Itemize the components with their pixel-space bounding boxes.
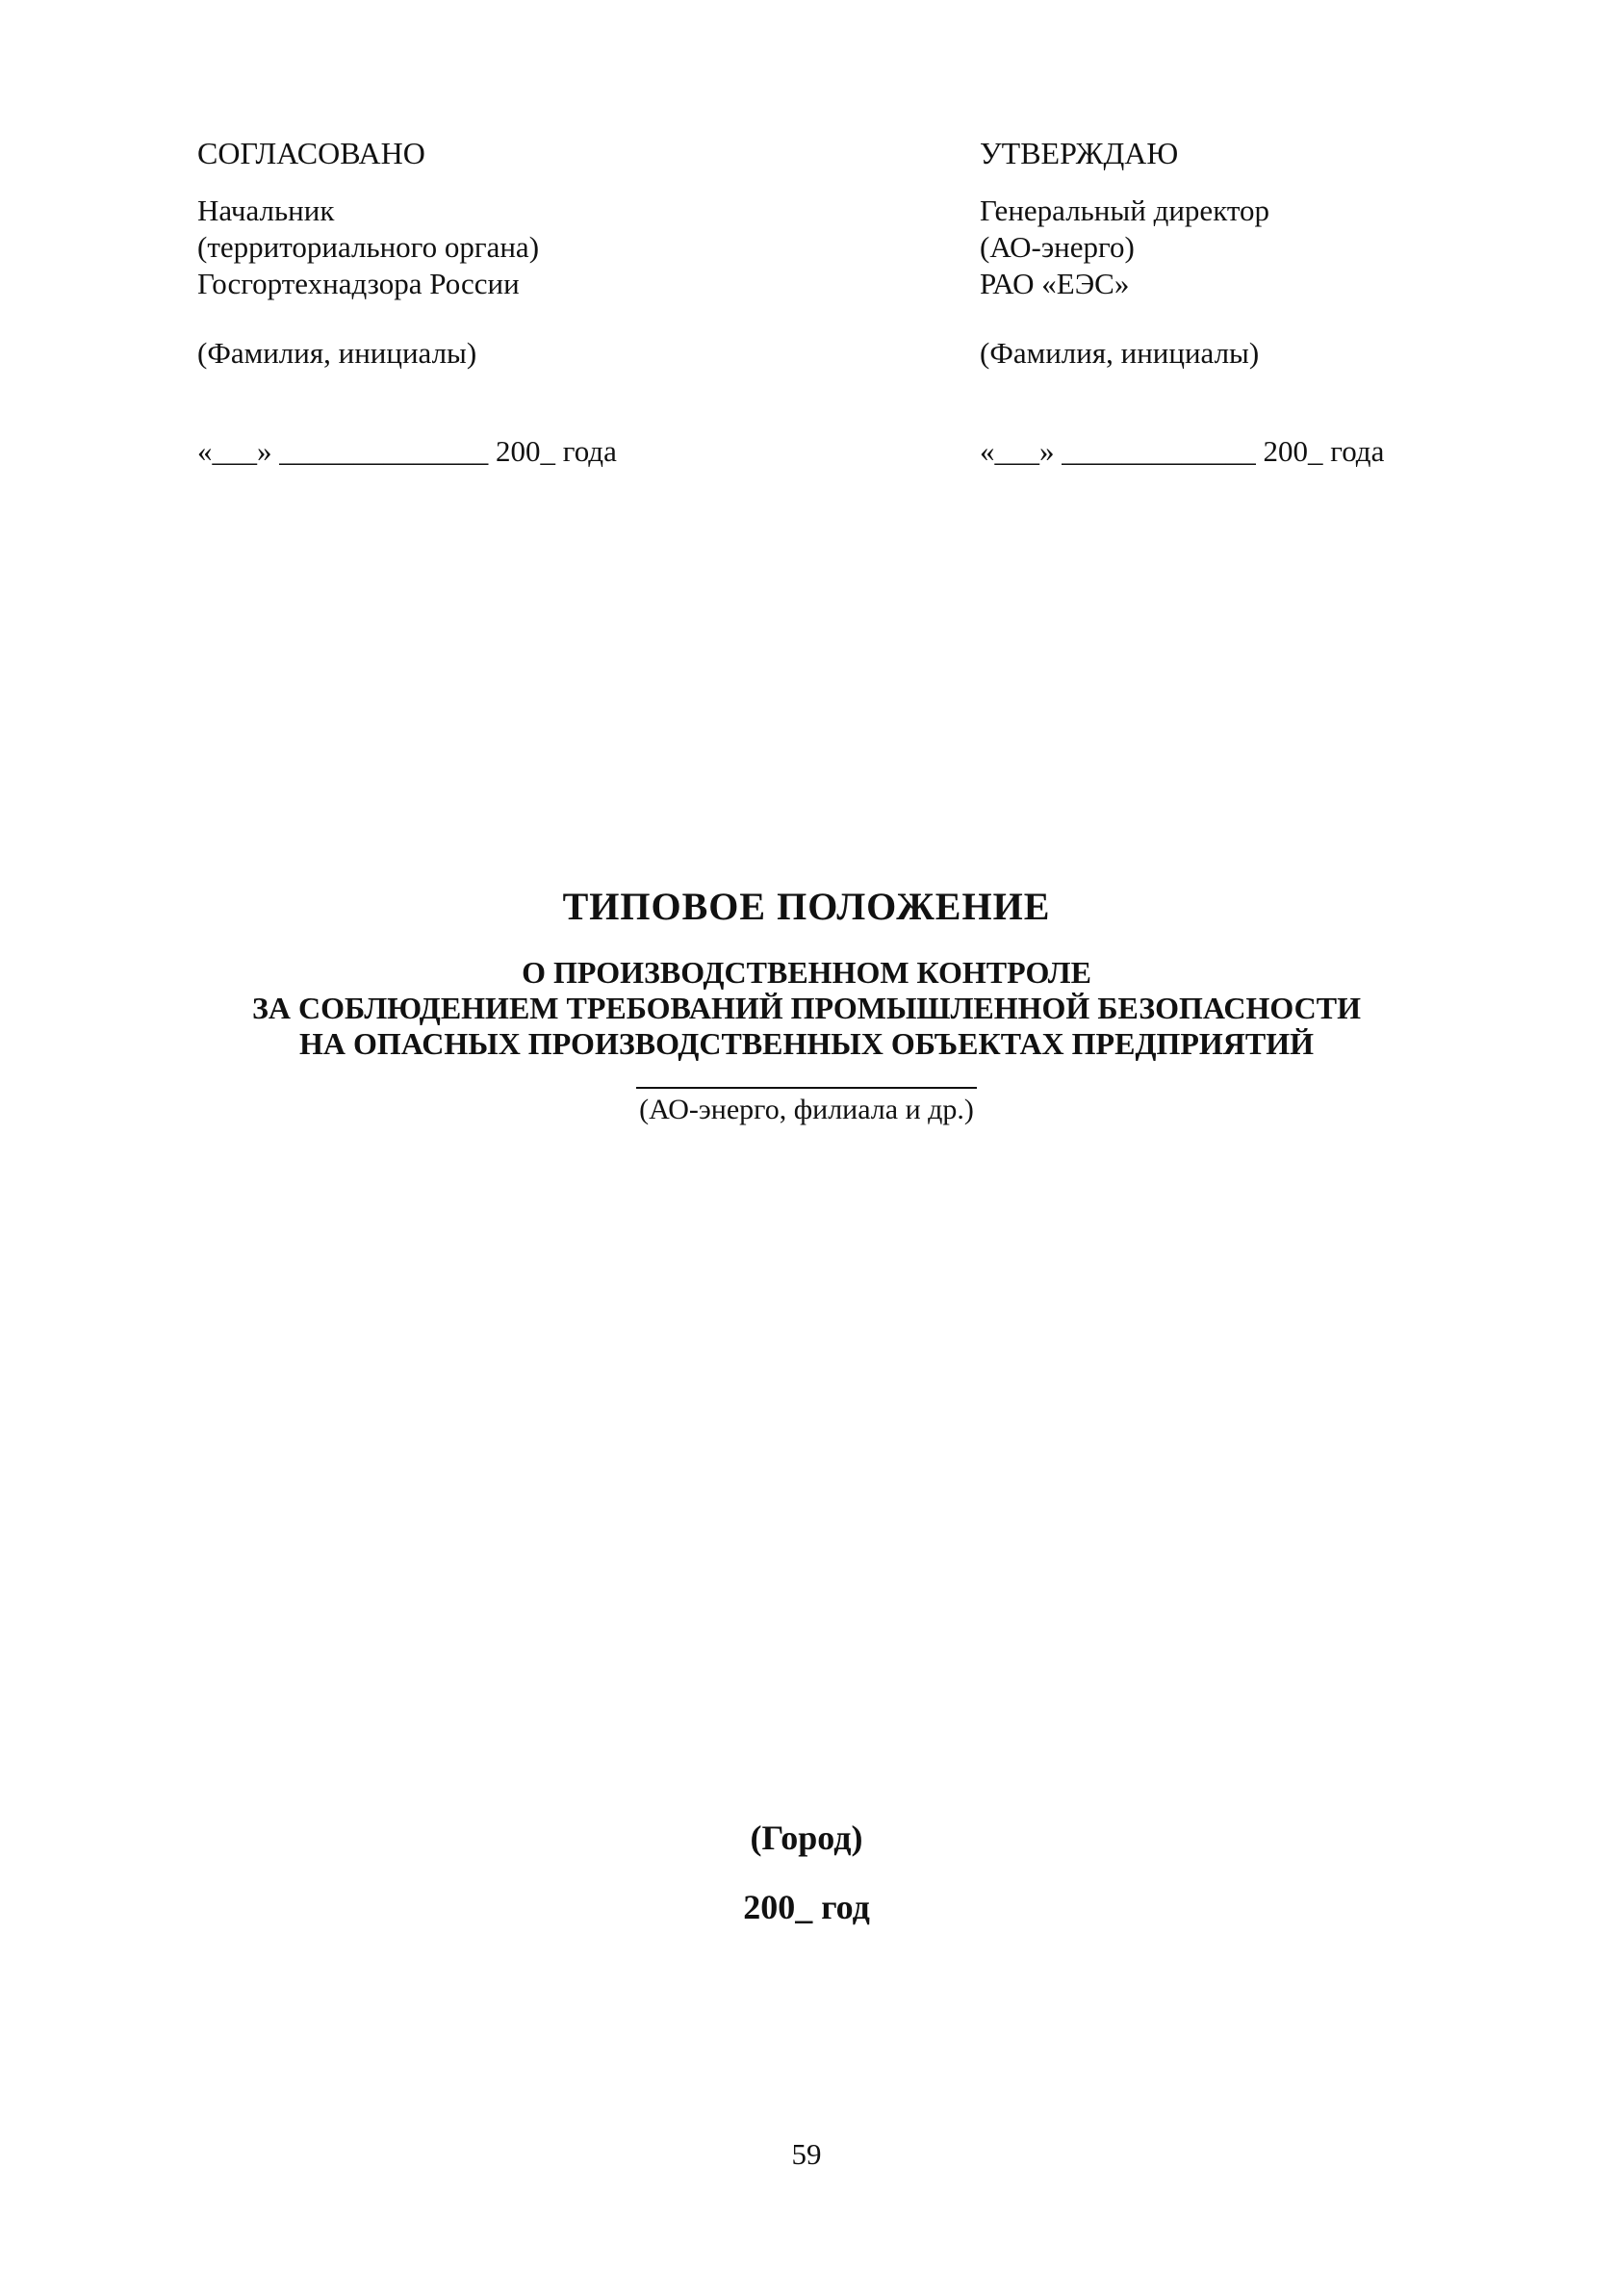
organization-caption: (АО-энерго, филиала и др.) — [639, 1094, 974, 1125]
document-title-area — [0, 884, 1613, 1127]
subtitle-line: ЗА СОБЛЮДЕНИЕМ ТРЕБОВАНИЙ ПРОМЫШЛЕННОЙ БЕЗОПАСНОСТИ — [251, 991, 1362, 1025]
agreed-organ-line: (территориального органа) — [197, 230, 540, 264]
agreed-date-line: «___» ______________ 200_ года — [197, 434, 617, 468]
organization-blank-rule — [636, 1087, 977, 1089]
page-number: 59 — [791, 2137, 822, 2171]
subtitle-line: О ПРОИЗВОДСТВЕННОМ КОНТРОЛЕ — [522, 955, 1091, 990]
approved-company-line: (АО-энерго) — [980, 230, 1135, 264]
approved-date-line: «___» _____________ 200_ года — [980, 434, 1385, 468]
approval-block-agreed — [197, 135, 794, 470]
city-placeholder: (Город) — [750, 1819, 863, 1857]
document-main-title: ТИПОВОЕ ПОЛОЖЕНИЕ — [562, 885, 1051, 928]
approved-label: УТВЕРЖДАЮ — [980, 136, 1179, 170]
subtitle-line: НА ОПАСНЫХ ПРОИЗВОДСТВЕННЫХ ОБЪЕКТАХ ПРЕДПРИЯТИЙ — [298, 1026, 1315, 1061]
approved-position-line: Генеральный директор — [980, 193, 1269, 227]
year-placeholder: 200_ год — [743, 1888, 870, 1926]
agreed-label: СОГЛАСОВАНО — [197, 136, 425, 170]
approval-block-approved — [980, 135, 1576, 470]
document-subtitle — [0, 955, 1613, 1062]
approved-signature-caption: (Фамилия, инициалы) — [980, 336, 1260, 370]
approved-holding-line: РАО «ЕЭС» — [980, 267, 1130, 300]
agreed-signature-caption: (Фамилия, инициалы) — [197, 336, 477, 370]
agreed-agency-line: Госгортехнадзора России — [197, 267, 520, 300]
agreed-position-line: Начальник — [197, 193, 335, 227]
